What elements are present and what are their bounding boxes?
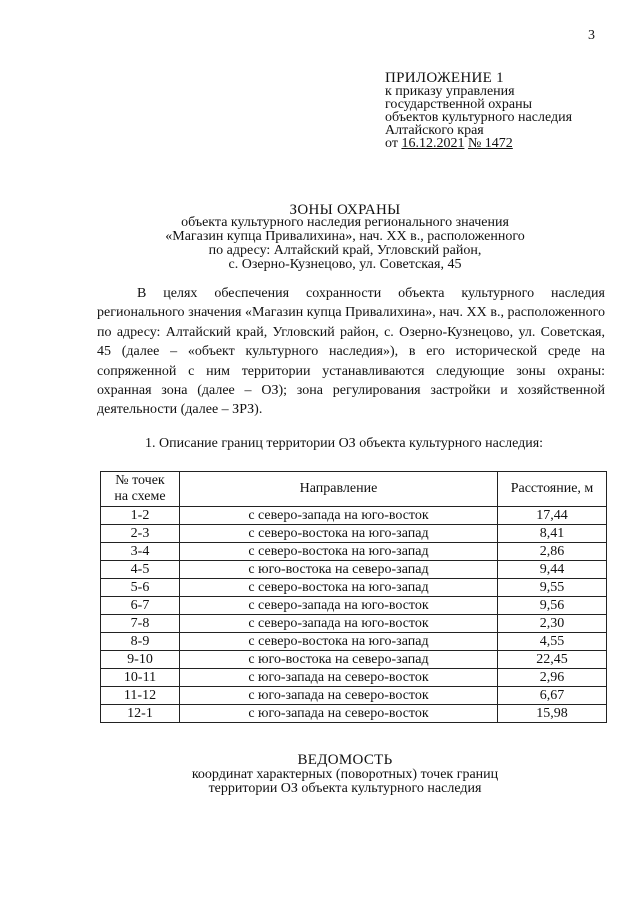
order-number: № 1472 [467, 136, 513, 151]
cell-points: 10-11 [101, 669, 180, 687]
vedomost-title: ВЕДОМОСТЬ [297, 752, 393, 768]
cell-distance: 9,44 [498, 561, 607, 579]
table-row [101, 687, 607, 705]
section-heading: 1. Описание границ территории ОЗ объекта культурного наследия: [145, 436, 544, 451]
header-direction: Направление [180, 472, 498, 507]
cell-direction: с юго-востока на северо-запад [180, 651, 498, 669]
zones-subtitle-line: объекта культурного наследия регионального значения [181, 215, 509, 230]
cell-distance: 2,30 [498, 615, 607, 633]
page-number: 3 [588, 28, 595, 43]
boundary-table [100, 471, 607, 723]
vedomost-subtitle [60, 768, 630, 796]
cell-distance: 22,45 [498, 651, 607, 669]
table-row [101, 507, 607, 525]
appendix-line: объектов культурного наследия [385, 110, 573, 125]
order-date: 16.12.2021 [401, 136, 465, 151]
cell-points: 7-8 [101, 615, 180, 633]
table-row [101, 615, 607, 633]
cell-distance: 9,55 [498, 579, 607, 597]
cell-points: 12-1 [101, 705, 180, 723]
zones-subtitle-line: «Магазин купца Привалихина», нач. XX в., расположенного [165, 229, 525, 244]
vedomost-subtitle-line: территории ОЗ объекта культурного наследия [208, 781, 482, 796]
cell-points: 5-6 [101, 579, 180, 597]
cell-direction: с северо-востока на юго-запад [180, 579, 498, 597]
cell-points: 9-10 [101, 651, 180, 669]
cell-distance: 9,56 [498, 597, 607, 615]
cell-direction: с юго-востока на северо-запад [180, 561, 498, 579]
zones-subtitle-line: по адресу: Алтайский край, Угловский район, [208, 243, 482, 258]
table-row [101, 525, 607, 543]
cell-direction: с юго-запада на северо-восток [180, 687, 498, 705]
cell-points: 2-3 [101, 525, 180, 543]
table-body [101, 507, 607, 723]
order-line [385, 137, 625, 150]
cell-distance: 8,41 [498, 525, 607, 543]
table-row [101, 579, 607, 597]
table-row [101, 561, 607, 579]
cell-direction: с северо-запада на юго-восток [180, 597, 498, 615]
intro-text: В целях обеспечения сохранности объекта культурного наследия регионального значения «Магазин купца Привалихина», нач. XX в., расположенного по адресу: Алтайский край, Угловский район, с. Озерно-Кузнецово, ул. Советская, 45 (далее – «объект культурного наследия»), в его исторической среде на сопряженной с ним территории устанавливаются следующие зоны охраны: охранная зона (далее – ОЗ); зона регулирования застройки и хозяйственной деятельности (далее – ЗРЗ). [97, 286, 605, 418]
cell-direction: с северо-востока на юго-запад [180, 633, 498, 651]
header-distance: Расстояние, м [498, 472, 607, 507]
header-points-line: № точек [115, 473, 165, 488]
cell-distance: 2,96 [498, 669, 607, 687]
cell-distance: 6,67 [498, 687, 607, 705]
cell-direction: с северо-востока на юго-запад [180, 543, 498, 561]
table-row [101, 543, 607, 561]
zones-subtitle-line: с. Озерно-Кузнецово, ул. Советская, 45 [228, 257, 462, 272]
cell-points: 4-5 [101, 561, 180, 579]
header-points [101, 472, 180, 507]
table-header-row [101, 472, 607, 507]
cell-direction: с северо-запада на юго-восток [180, 507, 498, 525]
cell-direction: с юго-запада на северо-восток [180, 705, 498, 723]
cell-distance: 2,86 [498, 543, 607, 561]
vedomost-subtitle-line: координат характерных (поворотных) точек границ [191, 767, 499, 782]
cell-points: 8-9 [101, 633, 180, 651]
zones-title: ЗОНЫ ОХРАНЫ [289, 202, 401, 218]
cell-distance: 4,55 [498, 633, 607, 651]
table-row [101, 651, 607, 669]
appendix-line: к приказу управления [385, 84, 515, 99]
table-row [101, 633, 607, 651]
appendix-line: государственной охраны [385, 97, 533, 112]
cell-distance: 15,98 [498, 705, 607, 723]
appendix-line: Алтайского края [385, 123, 484, 138]
zones-subtitle [60, 216, 630, 272]
cell-points: 11-12 [101, 687, 180, 705]
table-row [101, 705, 607, 723]
table-row [101, 597, 607, 615]
header-points-line: на схеме [114, 489, 166, 504]
cell-direction: с северо-востока на юго-запад [180, 525, 498, 543]
table-row [101, 669, 607, 687]
cell-points: 6-7 [101, 597, 180, 615]
cell-points: 3-4 [101, 543, 180, 561]
intro-paragraph [97, 284, 605, 420]
cell-distance: 17,44 [498, 507, 607, 525]
order-prefix: от [385, 136, 402, 151]
cell-direction: с юго-запада на северо-восток [180, 669, 498, 687]
appendix-block [385, 72, 625, 150]
cell-points: 1-2 [101, 507, 180, 525]
cell-direction: с северо-запада на юго-восток [180, 615, 498, 633]
appendix-title: ПРИЛОЖЕНИЕ 1 [385, 70, 504, 86]
